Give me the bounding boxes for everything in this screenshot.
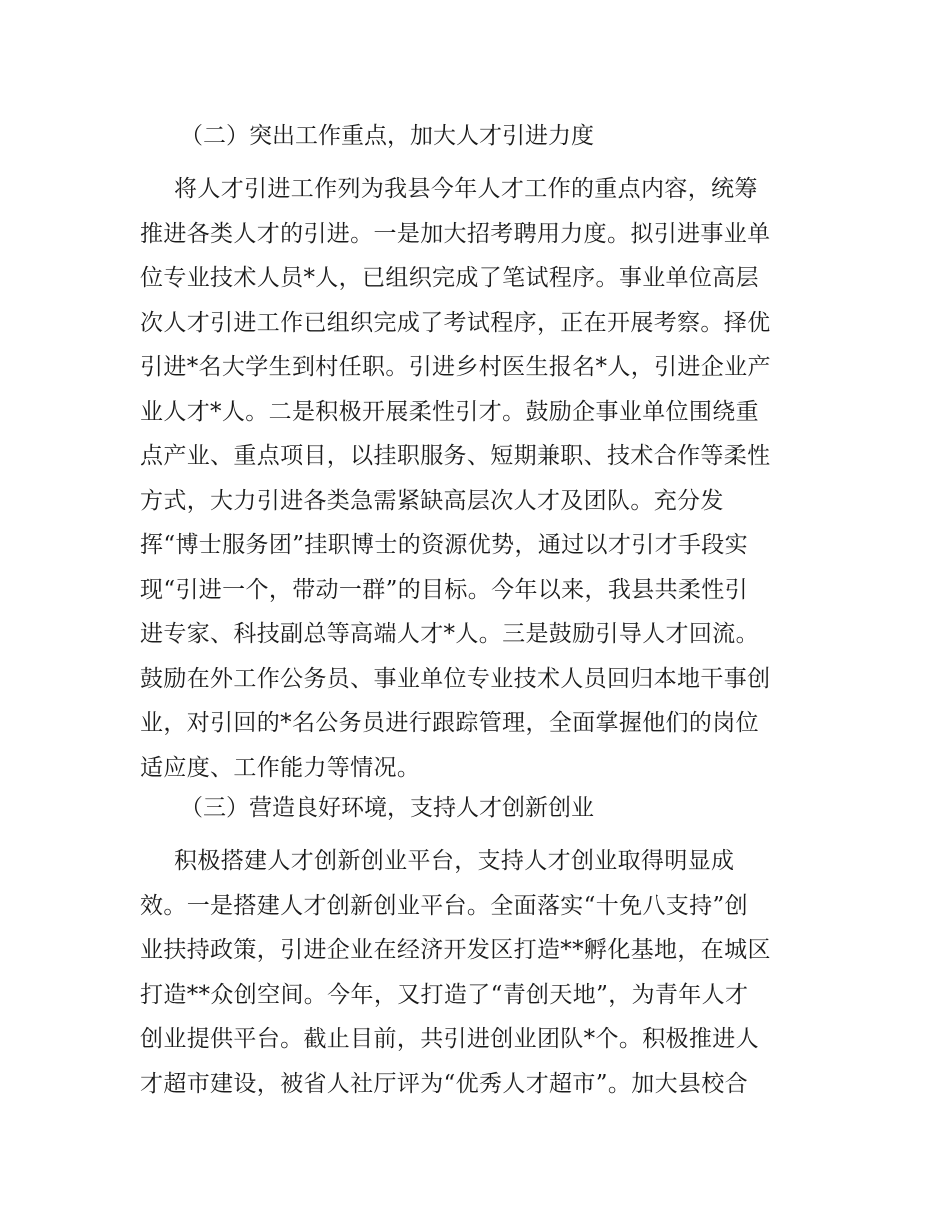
paragraph-line: 引进*名大学生到村任职。引进乡村医生报名*人，引进企业产: [140, 354, 771, 380]
section-heading-3: （三）营造良好环境，支持人才创新创业: [180, 795, 594, 821]
paragraph-line: 推进各类人才的引进。一是加大招考聘用力度。拟引进事业单: [140, 220, 771, 247]
paragraph-line: 业人才*人。二是积极开展柔性引才。鼓励企事业单位围绕重: [140, 398, 759, 425]
paragraph-line: 积极搭建人才创新创业平台，支持人才创业取得明显成: [174, 848, 735, 874]
paragraph-line: 方式，大力引进各类急需紧缺高层次人才及团队。充分发: [140, 487, 724, 514]
paragraph-line: 打造**众创空间。今年，又打造了“青创天地”，为青年人才: [140, 981, 749, 1008]
paragraph-line: 位专业技术人员*人，已组织完成了笔试程序。事业单位高层: [140, 265, 759, 291]
paragraph-line: 次人才引进工作已组织完成了考试程序，正在开展考察。择优: [140, 309, 771, 336]
paragraph-line: 适应度、工作能力等情况。: [140, 754, 421, 781]
paragraph-line: 鼓励在外工作公务员、事业单位专业技术人员回归本地干事创: [140, 665, 771, 692]
paragraph-line: 业，对引回的*名公务员进行跟踪管理，全面掌握他们的岗位: [140, 710, 759, 736]
paragraph-line: 业扶持政策，引进企业在经济开发区打造**孵化基地，在城区: [140, 937, 771, 963]
paragraph-line: 挥“博士服务团”挂职博士的资源优势，通过以才引才手段实: [140, 532, 748, 558]
paragraph-line: 创业提供平台。截止目前，共引进创业团队*个。积极推进人: [140, 1026, 759, 1052]
paragraph-line: 点产业、重点项目，以挂职服务、短期兼职、技术合作等柔性: [140, 443, 771, 469]
section-heading-2: （二）突出工作重点，加大人才引进力度: [180, 123, 594, 149]
paragraph-line: 才超市建设，被省人社厅评为“优秀人才超市”。加大县校合: [140, 1070, 748, 1097]
paragraph-line: 现“引进一个，带动一群”的目标。今年以来，我县共柔性引: [140, 576, 748, 603]
paragraph-line: 进专家、科技副总等高端人才*人。三是鼓励引导人才回流。: [140, 621, 759, 647]
paragraph-line: 将人才引进工作列为我县今年人才工作的重点内容，统筹: [174, 176, 758, 202]
paragraph-line: 效。一是搭建人才创新创业平台。全面落实“十免八支持”创: [140, 892, 748, 919]
